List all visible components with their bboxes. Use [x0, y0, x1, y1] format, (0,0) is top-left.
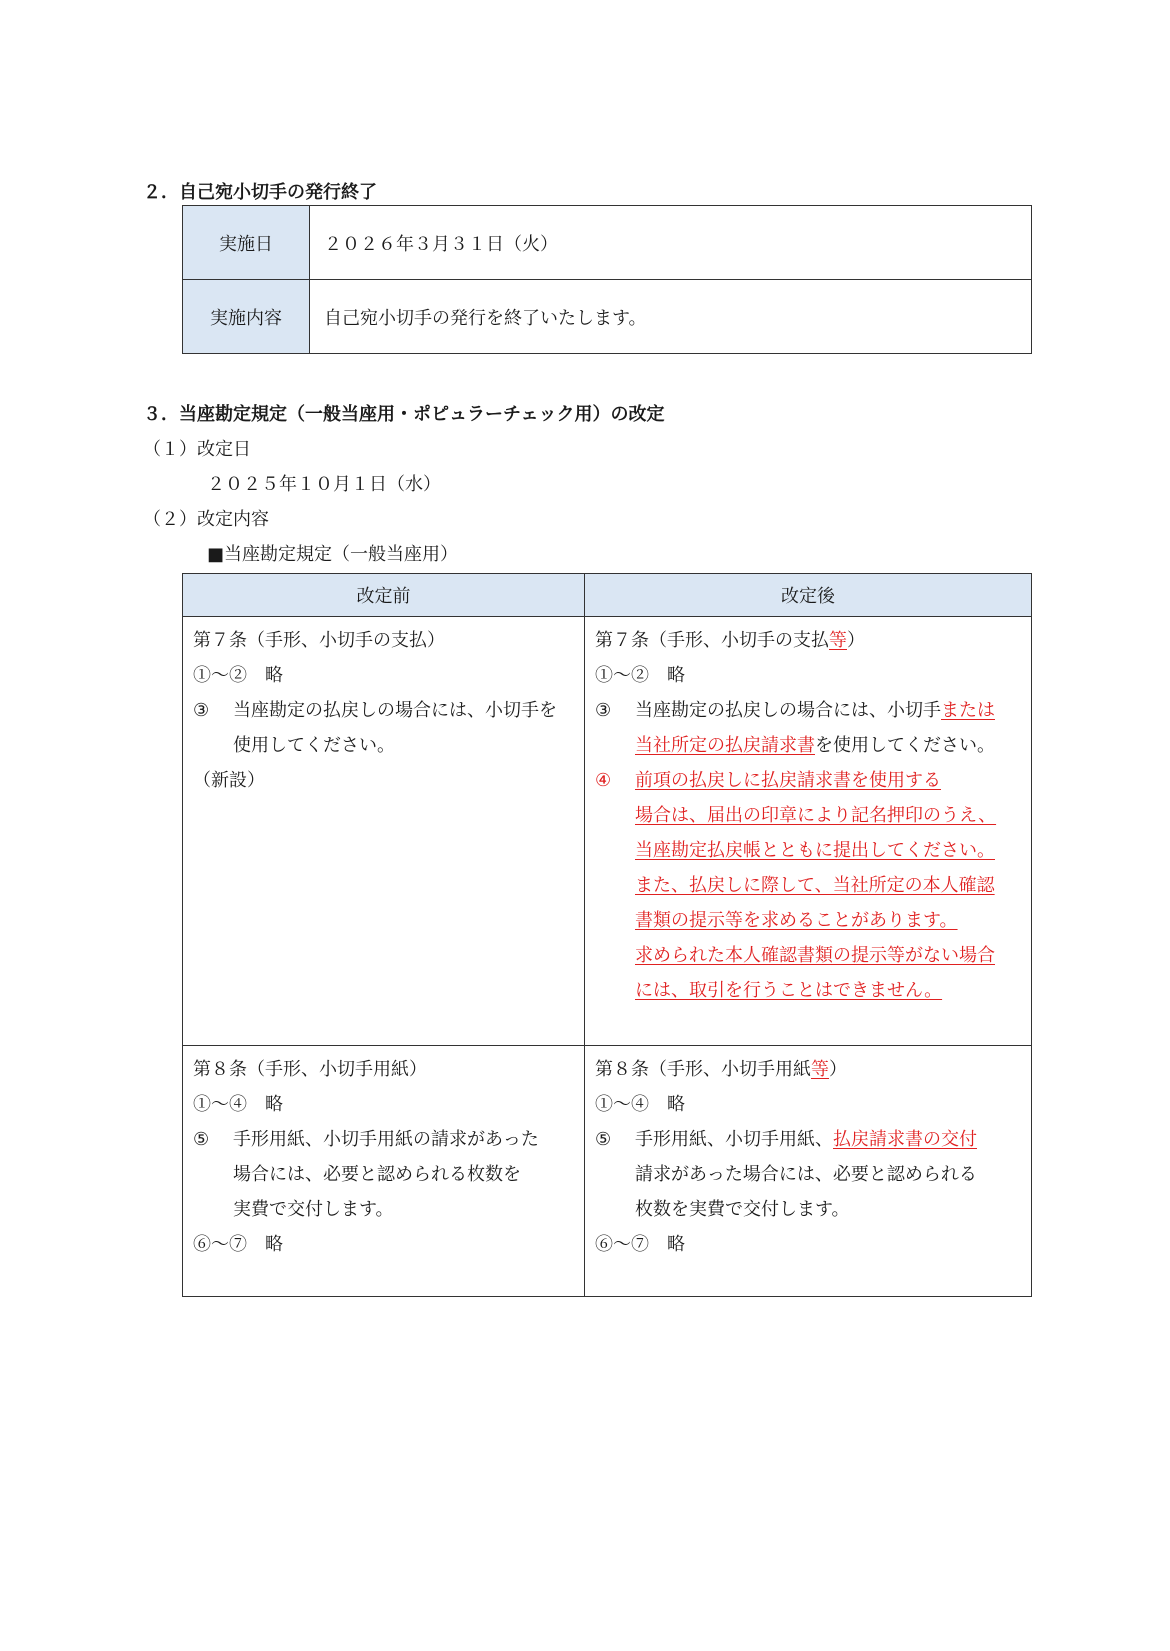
column-header-before: 改定前 [183, 574, 585, 617]
date-label: 実施日 [183, 206, 310, 280]
new-clause-text: 前項の払戻しに払戻請求書を使用する [635, 770, 941, 791]
revision-date-value: ２０２５年１０月１日（水） [207, 474, 441, 495]
omitted-line: ⑥～⑦ 略 [595, 1234, 685, 1255]
new-clause-text: には、取引を行うことはできません。 [635, 980, 943, 1001]
implementation-table [182, 205, 1032, 354]
article-title: 第７条（手形、小切手の支払） [193, 630, 445, 651]
revision-date-label: （１）改定日 [143, 439, 251, 460]
article8-after [585, 1046, 1032, 1297]
table-row [183, 1046, 1032, 1297]
table-row [183, 206, 1032, 280]
clause-number: ③ [193, 700, 210, 721]
date-value: ２０２６年３月３１日（火） [310, 206, 1032, 280]
article8-before [183, 1046, 585, 1297]
article7-after [585, 617, 1032, 1046]
clause-text: 使用してください。 [233, 735, 395, 756]
clause-text: 請求があった場合には、必要と認められる [635, 1164, 977, 1185]
clause-text: 実費で交付します。 [233, 1199, 394, 1220]
table-row [183, 617, 1032, 1046]
content-label: 実施内容 [183, 280, 310, 354]
section2-heading: ２．自己宛小切手の発行終了 [143, 182, 377, 203]
clause-text: 手形用紙、小切手用紙の請求があった [233, 1129, 539, 1150]
content-value: 自己宛小切手の発行を終了いたします。 [310, 280, 1032, 354]
column-header-after: 改定後 [585, 574, 1032, 617]
new-clause-text: 場合は、届出の印章により記名押印のうえ、 [635, 805, 997, 826]
clause-text: 当座勘定の払戻しの場合には、小切手 [635, 700, 941, 721]
new-clause-text: また、払戻しに際して、当社所定の本人確認 [635, 875, 995, 896]
revised-text: 等 [811, 1059, 829, 1080]
table-row [183, 280, 1032, 354]
article-title: 第８条（手形、小切手用紙等） [595, 1059, 847, 1080]
new-clause-text: 書類の提示等を求めることがあります。 [635, 910, 958, 931]
revision-table [182, 573, 1032, 1297]
table-header-row [183, 574, 1032, 617]
revision-content-label: （２）改定内容 [143, 509, 269, 530]
clause-text: を使用してください。 [815, 735, 995, 756]
clause-text: 当座勘定の払戻しの場合には、小切手を [233, 700, 557, 721]
clause-text: 手形用紙、小切手用紙、 [635, 1129, 833, 1150]
article-title: 第７条（手形、小切手の支払等） [595, 630, 865, 651]
revised-text: 等 [829, 630, 847, 651]
omitted-line: ①～② 略 [193, 665, 283, 686]
omitted-line: ⑥～⑦ 略 [193, 1234, 283, 1255]
subheading: ■当座勘定規定（一般当座用） [207, 544, 459, 565]
clause-number: ④ [595, 770, 612, 791]
omitted-line: ①～④ 略 [595, 1094, 685, 1115]
section3-heading: ３．当座勘定規定（一般当座用・ポピュラーチェック用）の改定 [143, 404, 665, 425]
clause-text: 場合には、必要と認められる枚数を [233, 1164, 521, 1185]
revised-text: または [941, 700, 995, 721]
omitted-line: ①～④ 略 [193, 1094, 283, 1115]
clause-number: ⑤ [193, 1129, 210, 1150]
revised-text: 当社所定の払戻請求書 [635, 735, 815, 756]
new-clause-note: （新設） [193, 770, 265, 791]
revised-text: 払戻請求書の交付 [833, 1129, 977, 1150]
article7-before [183, 617, 585, 1046]
new-clause-text: 求められた本人確認書類の提示等がない場合 [635, 945, 995, 966]
omitted-line: ①～② 略 [595, 665, 685, 686]
article-title: 第８条（手形、小切手用紙） [193, 1059, 427, 1080]
clause-text: 枚数を実費で交付します。 [635, 1199, 850, 1220]
new-clause-text: 当座勘定払戻帳とともに提出してください。 [635, 840, 995, 861]
clause-number: ⑤ [595, 1129, 612, 1150]
clause-number: ③ [595, 700, 612, 721]
